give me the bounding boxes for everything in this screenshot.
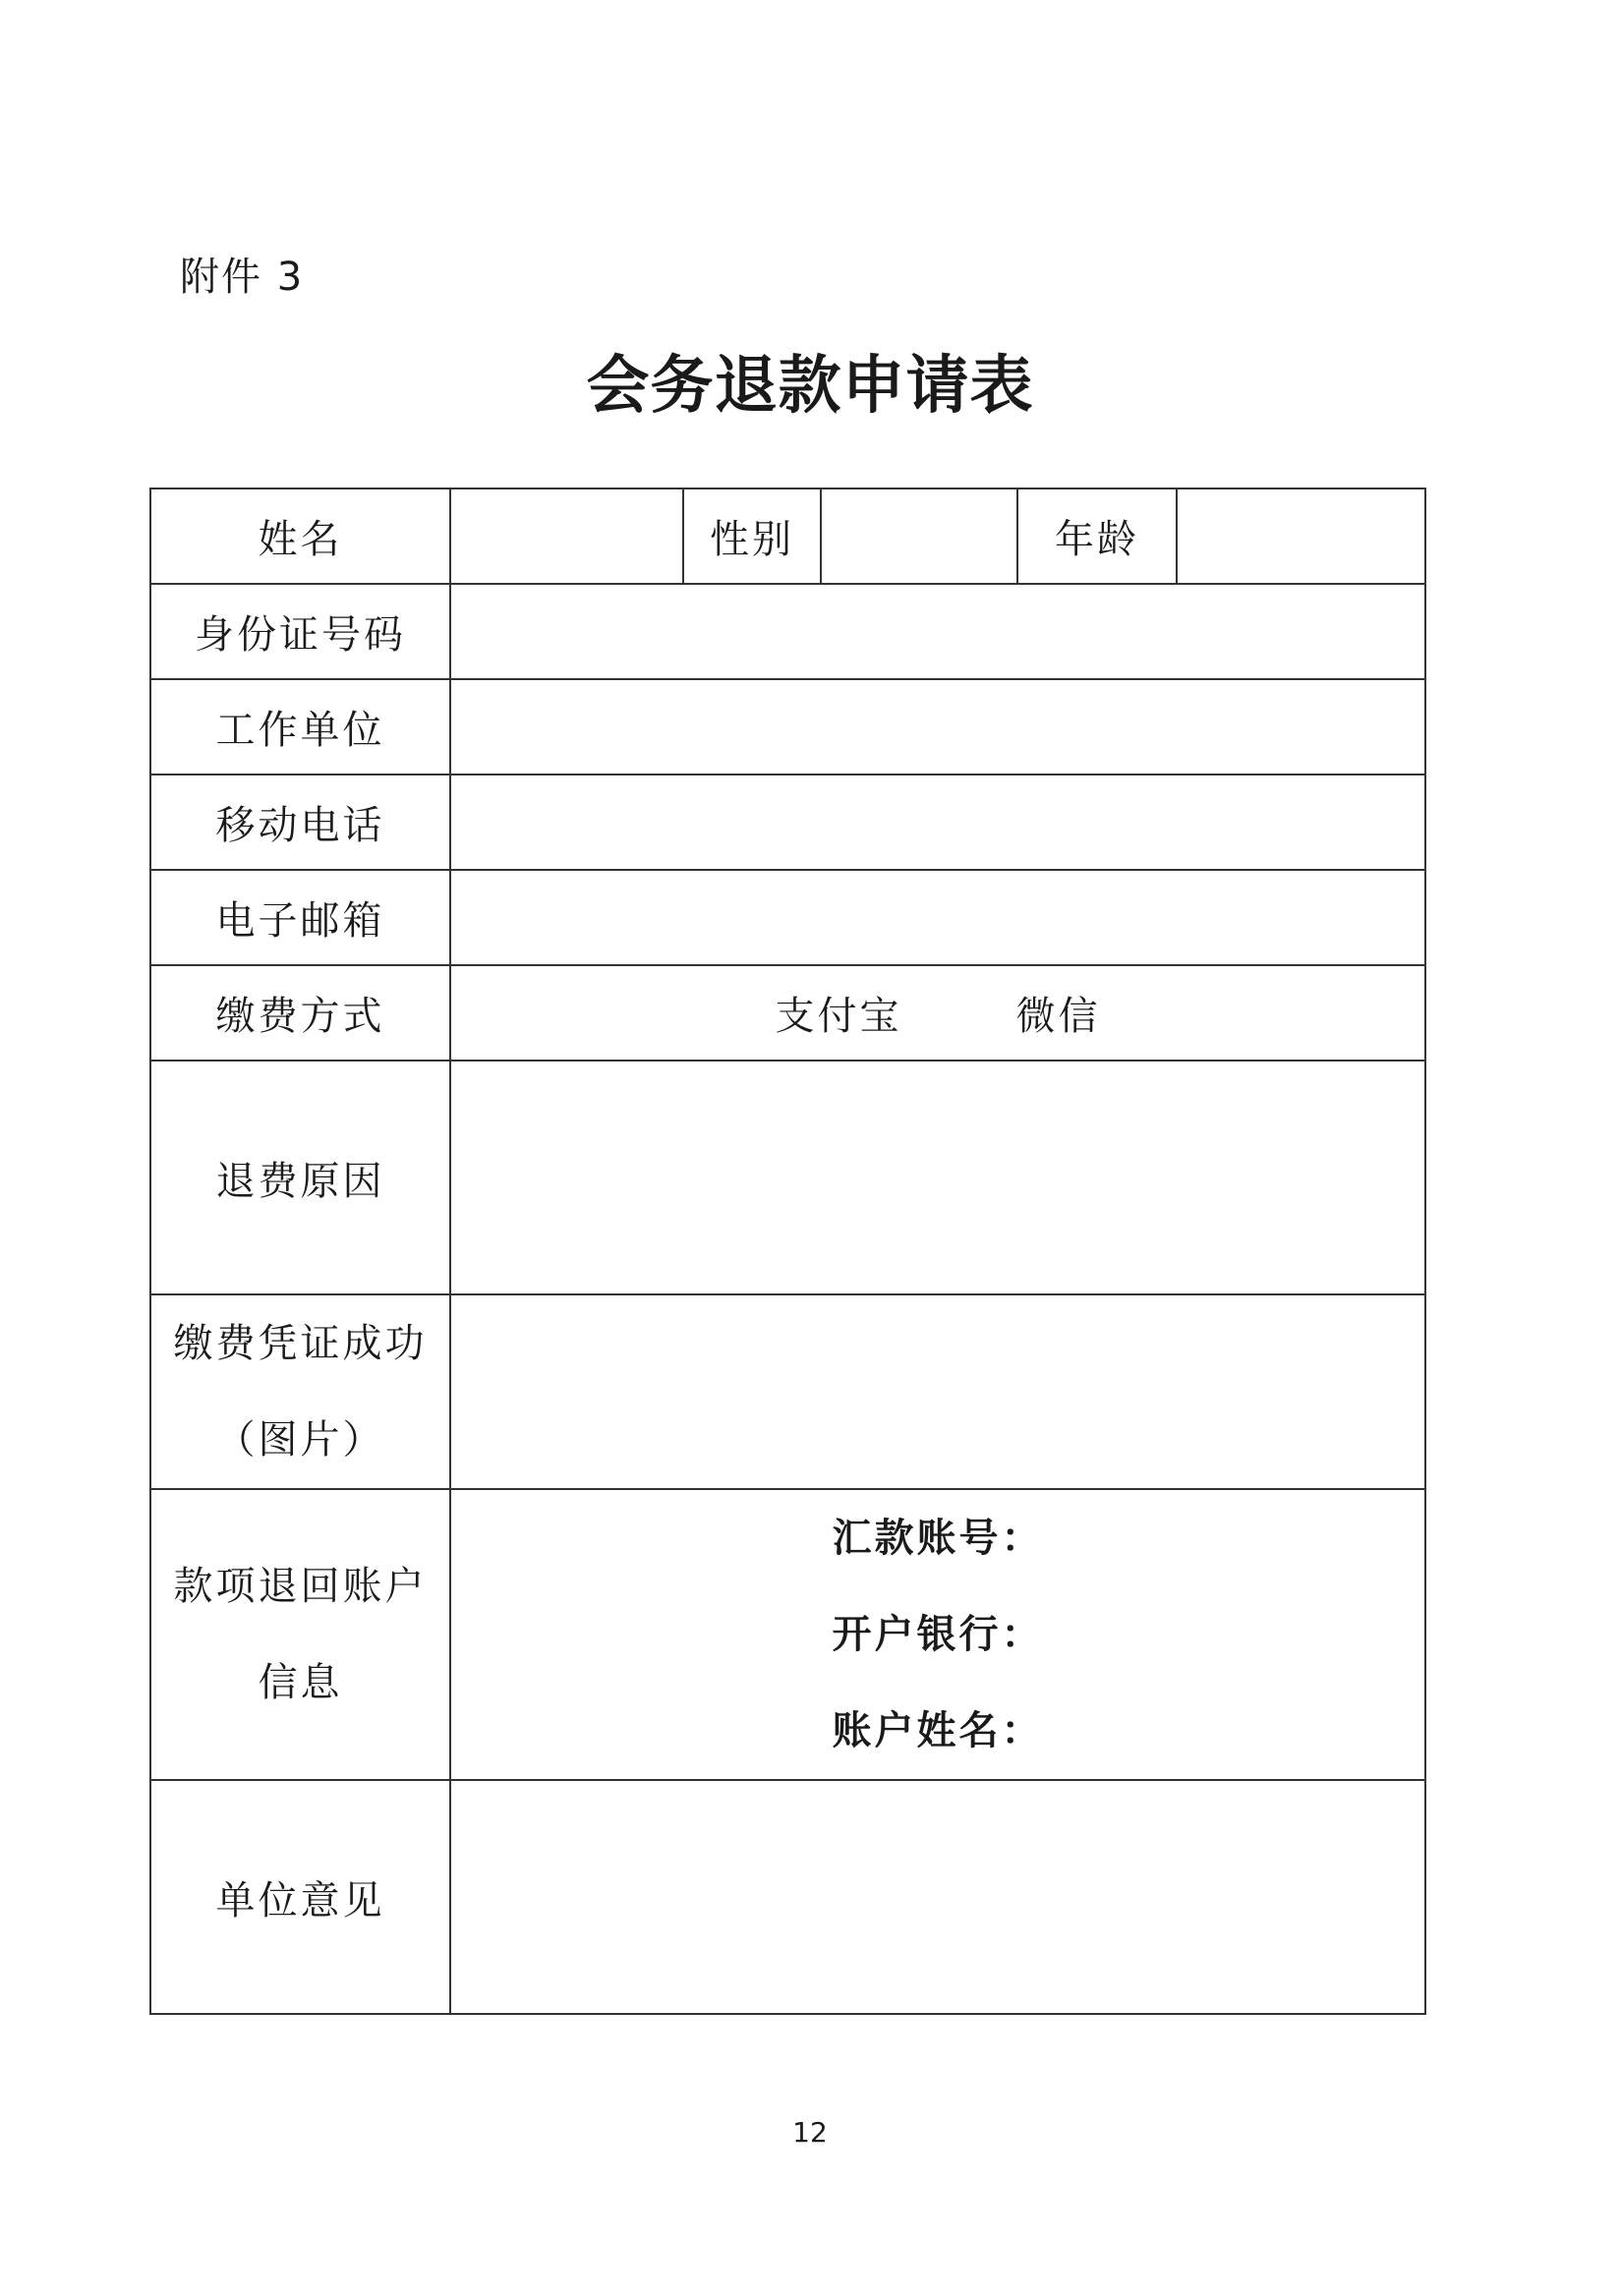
- refund-reason-field[interactable]: [450, 1061, 1425, 1294]
- row-payment-voucher: [150, 1294, 1425, 1489]
- employer-field[interactable]: [450, 679, 1425, 775]
- row-unit-opinion: [150, 1780, 1425, 2014]
- email-field[interactable]: [450, 870, 1425, 965]
- attachment-label: 附件 3: [180, 255, 305, 300]
- payment-voucher-label-line2: （图片）: [215, 1417, 385, 1463]
- id-number-field[interactable]: [450, 584, 1425, 679]
- row-refund-account: [150, 1489, 1425, 1780]
- payment-voucher-label: [150, 1294, 450, 1489]
- name-label: 姓名: [150, 488, 450, 584]
- refund-application-table: [149, 488, 1426, 2015]
- mobile-field[interactable]: [450, 775, 1425, 870]
- form-title: 会务退款申请表: [586, 350, 1034, 423]
- payment-voucher-field[interactable]: [450, 1294, 1425, 1489]
- age-field[interactable]: [1177, 488, 1425, 584]
- name-field[interactable]: [450, 488, 683, 584]
- refund-account-label-line1: 款项退回账户: [173, 1564, 428, 1609]
- row-mobile: [150, 775, 1425, 870]
- mobile-label: 移动电话: [150, 775, 450, 870]
- gender-label: 性别: [683, 488, 821, 584]
- payment-method-label: 缴费方式: [150, 965, 450, 1061]
- id-number-label: 身份证号码: [150, 584, 450, 679]
- refund-account-field[interactable]: [450, 1489, 1425, 1780]
- age-label: 年龄: [1017, 488, 1177, 584]
- row-refund-reason: [150, 1061, 1425, 1294]
- row-employer: [150, 679, 1425, 775]
- account-number-label: 汇款账号：: [832, 1516, 1044, 1561]
- account-name-label: 账户姓名：: [832, 1708, 1044, 1753]
- row-payment-method: [150, 965, 1425, 1061]
- payment-voucher-label-line1: 缴费凭证成功: [173, 1321, 428, 1366]
- gender-field[interactable]: [821, 488, 1017, 584]
- unit-opinion-field[interactable]: [450, 1780, 1425, 2014]
- payment-option-wechat[interactable]: 微信: [1015, 994, 1101, 1039]
- row-id-number: [150, 584, 1425, 679]
- employer-label: 工作单位: [150, 679, 450, 775]
- row-email: [150, 870, 1425, 965]
- page-number: 12: [792, 2116, 828, 2149]
- refund-account-label-line2: 信息: [258, 1660, 343, 1705]
- unit-opinion-label: 单位意见: [150, 1780, 450, 2014]
- refund-account-label: [150, 1489, 450, 1780]
- bank-label: 开户银行：: [832, 1612, 1044, 1657]
- payment-option-alipay[interactable]: 支付宝: [775, 994, 902, 1039]
- email-label: 电子邮箱: [150, 870, 450, 965]
- refund-reason-label: 退费原因: [150, 1061, 450, 1294]
- row-basic-info: [150, 488, 1425, 584]
- payment-method-field: [450, 965, 1425, 1061]
